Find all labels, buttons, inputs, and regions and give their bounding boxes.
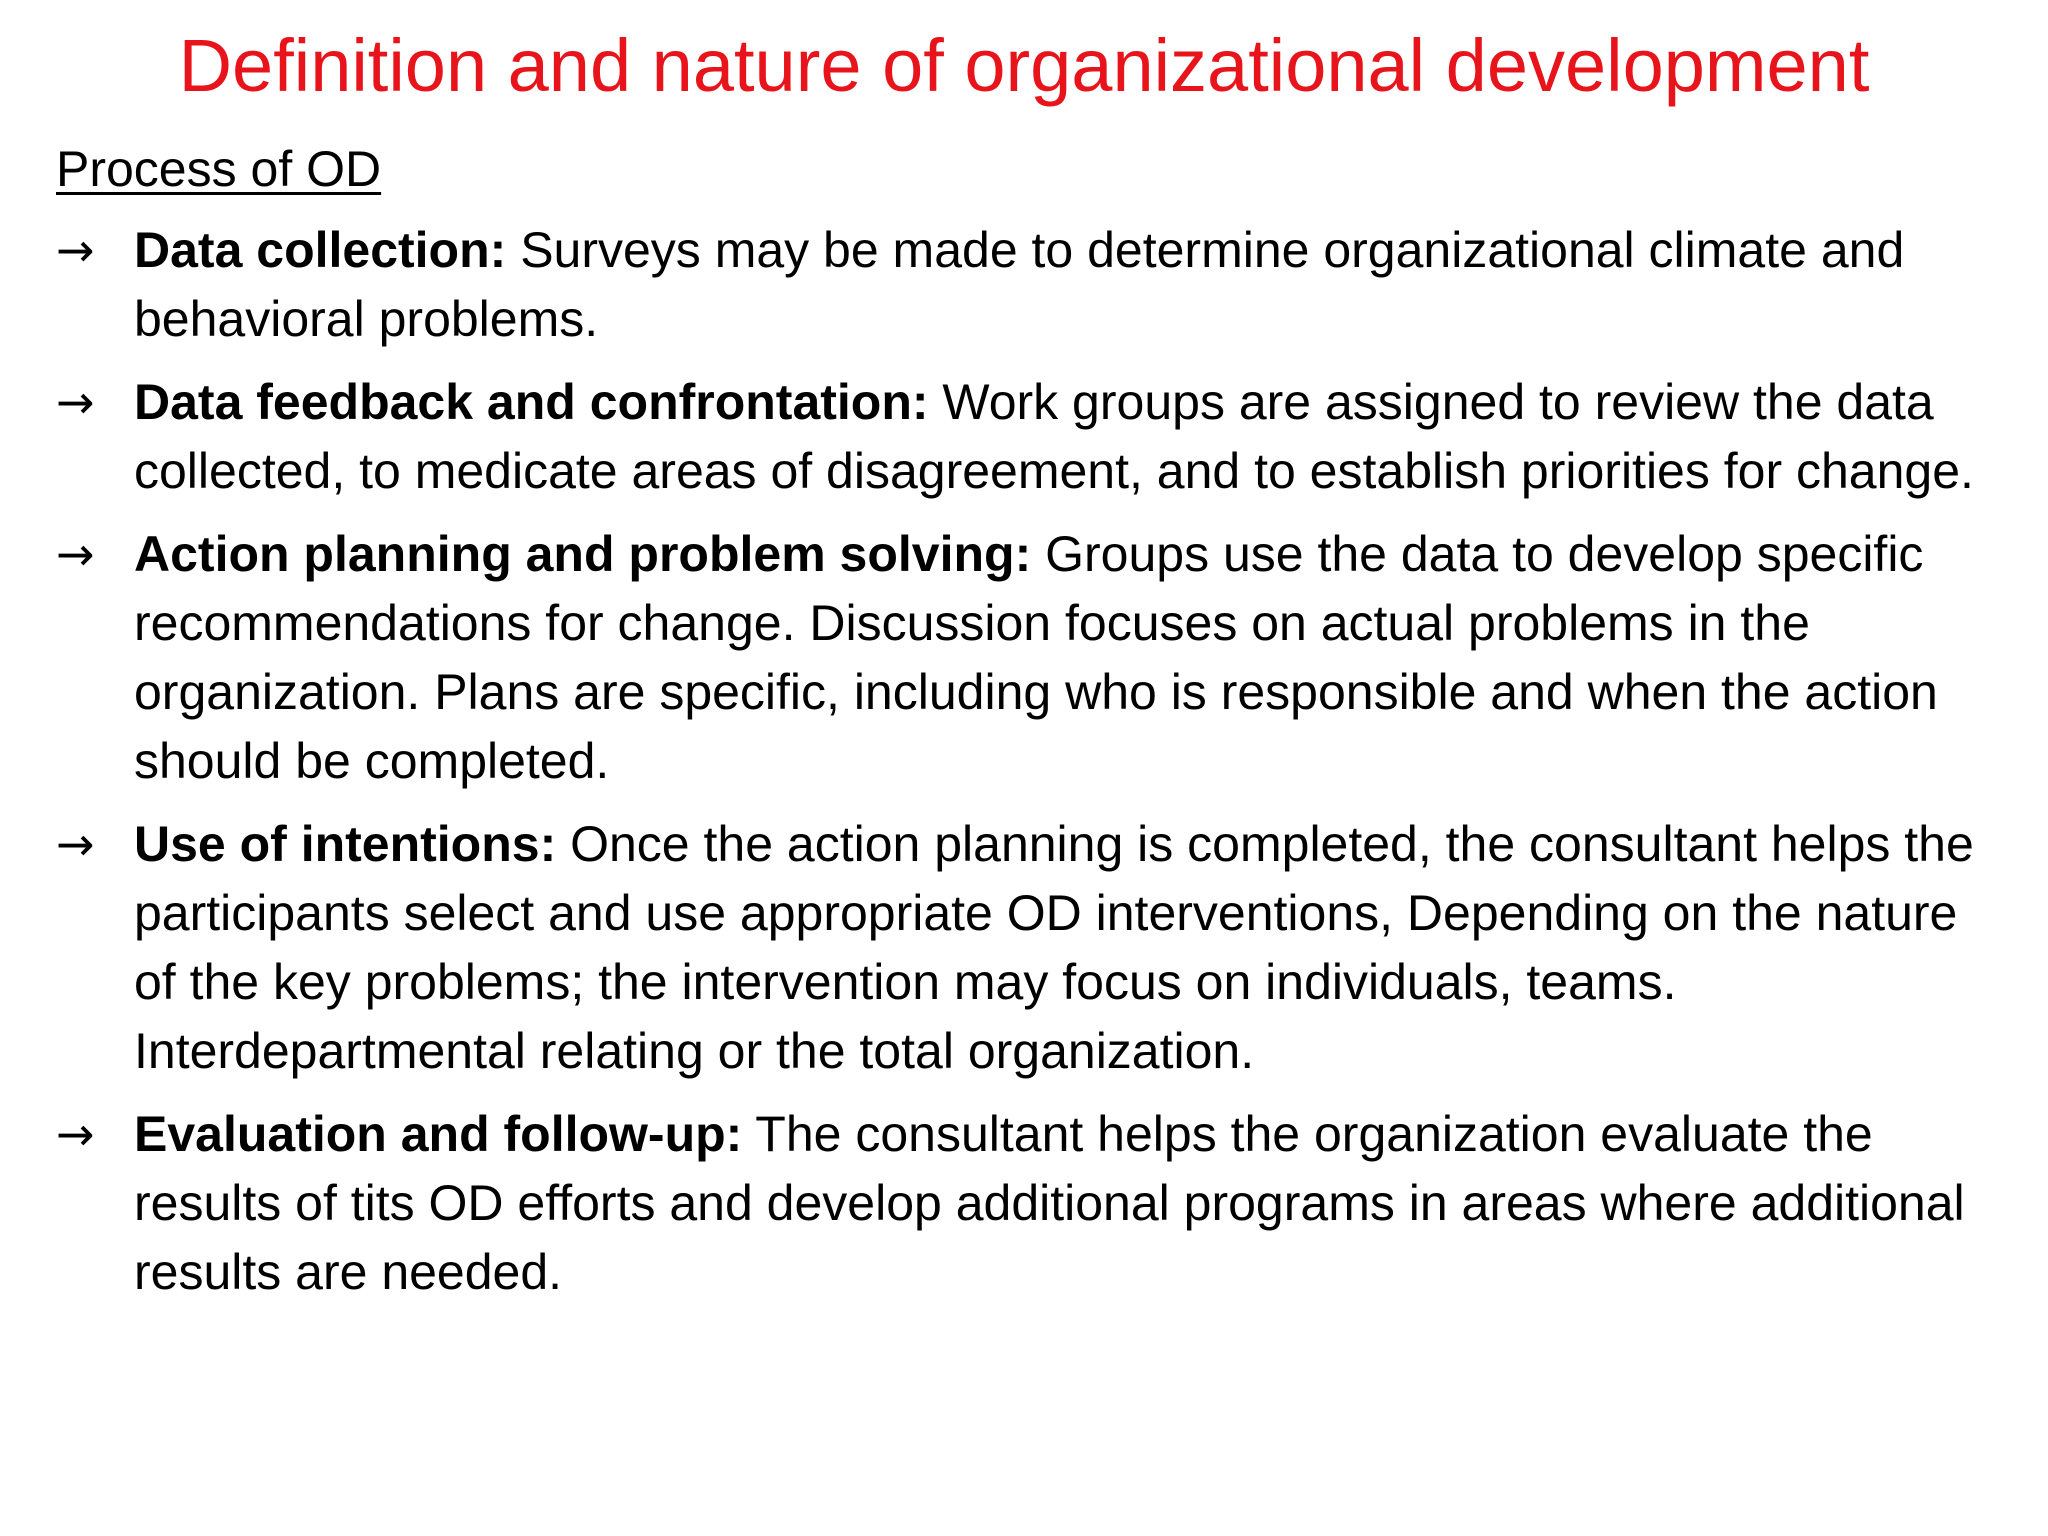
list-item [56, 216, 2006, 354]
item-term: Data feedback and confrontation: [134, 374, 929, 430]
item-text: Surveys may be made to determine organizational climate and behavioral problems. [134, 222, 1905, 347]
item-text: Groups use the data to develop specific recommendations for change. Discussion focuses on actual problems in the organization. Plans are specific, including who is responsible and when the action should be completed. [134, 526, 1938, 789]
slide-title: Definition and nature of organizational development [178, 24, 1870, 107]
list-item [56, 368, 2006, 506]
section-subtitle: Process of OD [56, 141, 382, 197]
item-term: Action planning and problem solving: [134, 526, 1032, 582]
item-text: The consultant helps the organization evaluate the results of tits OD efforts and develop additional programs in areas where additional results are needed. [134, 1106, 1965, 1300]
arrow-right-icon: → [56, 817, 95, 871]
list-item [56, 520, 2006, 796]
list-item [56, 1100, 2006, 1307]
arrow-right-icon: → [56, 527, 95, 581]
list-item [56, 810, 2006, 1086]
item-text: Once the action planning is completed, the consultant helps the participants select and use appropriate OD interventions, Depending on the nature of the key problems; the intervention may focus on individuals, teams. Interdepartmental relating or the total organization. [134, 816, 1974, 1079]
arrow-right-icon: → [56, 1107, 95, 1161]
item-term: Use of intentions: [134, 816, 557, 872]
arrow-right-icon: → [56, 375, 95, 429]
item-text: Work groups are assigned to review the data collected, to medicate areas of disagreement, and to establish priorities for change. [134, 374, 1974, 499]
arrow-right-icon: → [56, 223, 95, 277]
process-list [56, 216, 2006, 1321]
item-term: Evaluation and follow-up: [134, 1106, 743, 1162]
item-term: Data collection: [134, 222, 507, 278]
